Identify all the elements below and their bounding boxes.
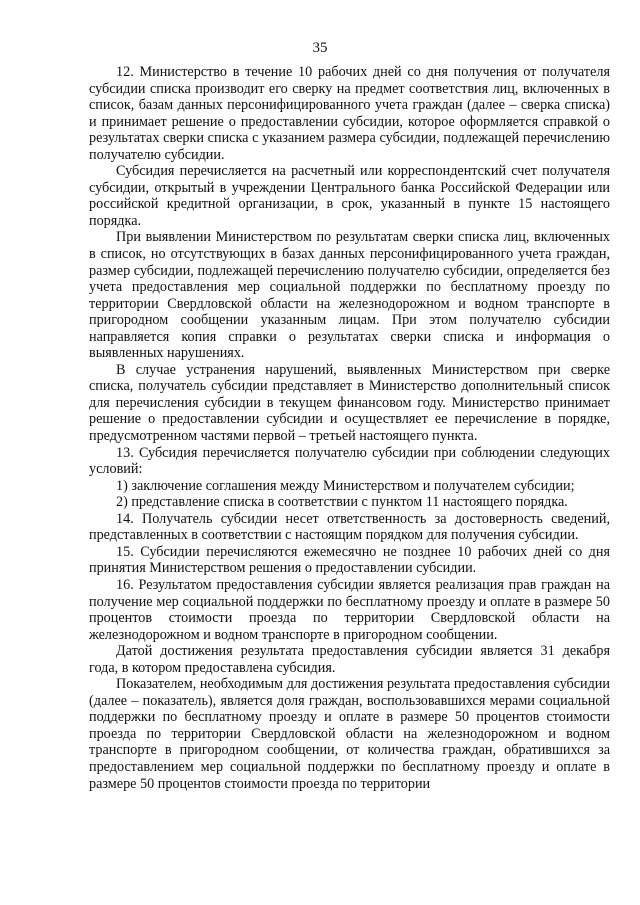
page-number: 35: [312, 40, 328, 56]
paragraph-13: 13. Субсидия перечисляется получателю субсидии при соблюдении следующих условий:: [89, 444, 610, 478]
paragraph-subsidy-transfer: Субсидия перечисляется на расчетный или корреспондентский счет получателя субсидии, открытый в учреждении Центрального банка Российской Федерации или российской кредитной организации, в срок, указанный в пункте 15 настоящего порядка.: [89, 163, 610, 229]
condition-item-1: 1) заключение соглашения между Министерством и получателем субсидии;: [116, 477, 575, 494]
condition-item-2: 2) представление списка в соответствии с пунктом 11 настоящего порядка.: [116, 494, 568, 511]
paragraph-violation-correction: В случае устранения нарушений, выявленных Министерством при сверке списка, получатель субсидии представляет в Министерство дополнительный список для перечисления субсидии в текущем финансовом году. Министерство принимает решение о предоставлении субсидии и осуществляет ее перечисление в порядке, предусмотренном частями первой – третьей настоящего пункта.: [89, 361, 610, 445]
paragraph-14: 14. Получатель субсидии несет ответственность за достоверность сведений, представленных в соответствии с настоящим порядком для получения субсидии.: [89, 510, 610, 544]
paragraph-15: 15. Субсидии перечисляются ежемесячно не позднее 10 рабочих дней со дня принятия Министерством решения о предоставлении субсидии.: [89, 543, 610, 577]
paragraph-12: 12. Министерство в течение 10 рабочих дней со дня получения от получателя субсидии списка производит его сверку на предмет соответствия лиц, включенных в список, базам данных персонифицированного учета граждан (далее – сверка списка) и принимает решение о предоставлении субсидии, которое оформляется справкой о результатах сверки списка с указанием размера субсидии, подлежащей перечислению получателю субсидии.: [89, 64, 610, 163]
paragraph-reconciliation-violations: При выявлении Министерством по результатам сверки списка лиц, включенных в список, но отсутствующих в базах данных персонифицированного учета граждан, размер субсидии, подлежащей перечислению получателю субсидии, определяется без учета предоставления мер социальной поддержки по бесплатному проезду по территории Свердловской области на железнодорожном и водном транспорте в пригородном сообщении указанным лицам. При этом получателю субсидии направляется копия справки о результатах сверки списка и информация о выявленных нарушениях.: [89, 229, 610, 362]
document-body: [89, 64, 610, 792]
paragraph-result-date: Датой достижения результата предоставления субсидии является 31 декабря года, в котором предоставлена субсидия.: [89, 643, 610, 676]
paragraph-16: 16. Результатом предоставления субсидии является реализация прав граждан на получение мер социальной поддержки по бесплатному проезду и оплате в размере 50 процентов стоимости проезда по территории Свердловской области на железнодорожном и водном транспорте в пригородном сообщении.: [89, 576, 610, 643]
paragraph-indicator: Показателем, необходимым для достижения результата предоставления субсидии (далее – показатель), является доля граждан, воспользовавшихся мерами социальной поддержки по бесплатному проезду и оплате в размере 50 процентов стоимости проезда по территории Свердловской области на железнодорожном и водном транспорте в пригородном сообщении, от количества граждан, обратившихся за предоставлением мер социальной поддержки по бесплатному проезду и оплате в размере 50 процентов стоимости проезда по территории: [89, 676, 610, 792]
